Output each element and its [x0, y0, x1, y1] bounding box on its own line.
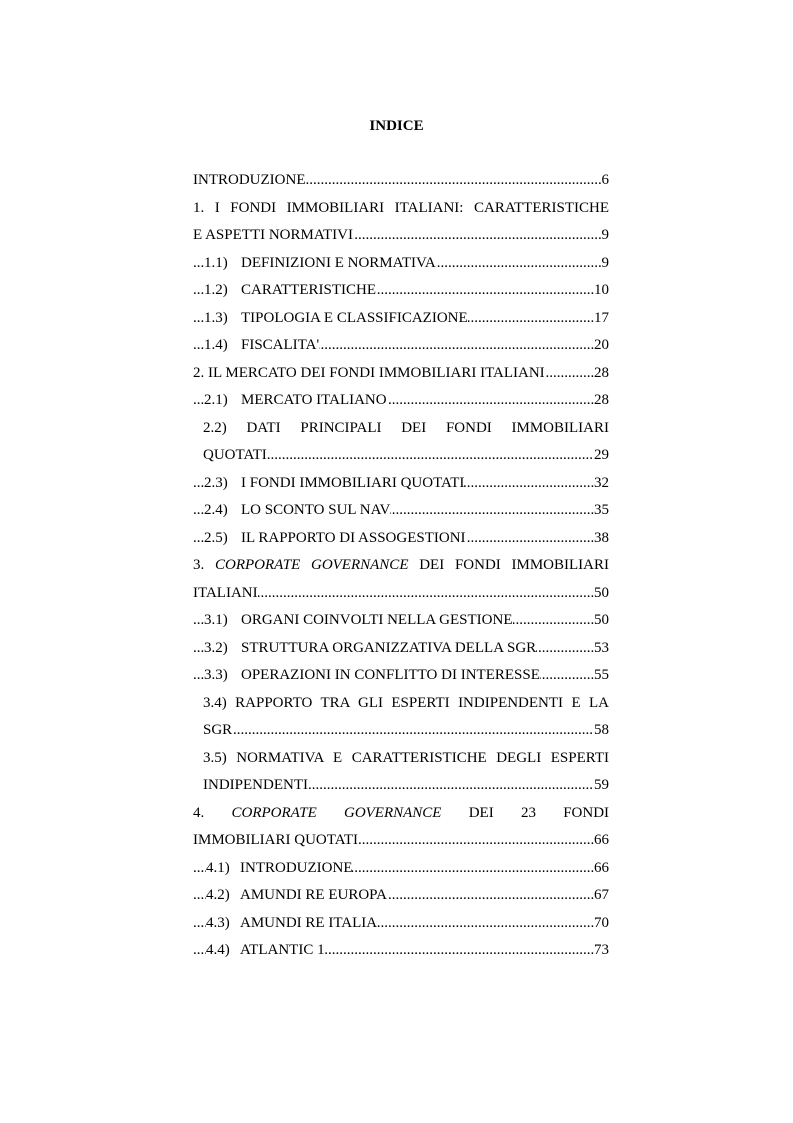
toc-entry-page: 6 [602, 167, 610, 195]
toc-entry-4-3[interactable] [193, 910, 609, 938]
toc-entry-text: QUOTATI [203, 447, 267, 463]
toc-entry-page: 55 [594, 662, 609, 690]
toc-entry-text: MERCATO ITALIANO [241, 392, 387, 408]
toc-entry-text: DEI FONDI IMMOBILIARI [419, 557, 609, 573]
toc-entry-text: 23 [520, 804, 536, 821]
toc-entry-text: FONDI [563, 804, 609, 821]
toc-entry-page: 59 [594, 772, 609, 800]
toc-entry-text: CARATTERISTICHE [241, 282, 376, 298]
toc-entry-text: 1. I FONDI IMMOBILIARI ITALIANI: CARATTERISTICHE [193, 199, 609, 216]
toc-entry-2-3[interactable] [193, 470, 609, 498]
toc-entry-italic-text: CORPORATE GOVERNANCE [214, 557, 409, 573]
toc-entry-1-3[interactable] [193, 305, 609, 333]
toc-entry-page: 35 [594, 497, 609, 525]
toc-entry-number: 3. [193, 557, 205, 573]
toc-entry-text: SGR [203, 722, 233, 738]
toc-entry-number: 3.2) [204, 639, 228, 656]
toc-entry-3-1[interactable] [193, 607, 609, 635]
toc-entry-2-2-cont[interactable] [203, 442, 609, 470]
toc-entry-2-5[interactable] [193, 525, 609, 553]
toc-chapter-3-title-cont[interactable] [193, 580, 609, 608]
toc-entry-page: 66 [594, 827, 609, 855]
toc-entry-page: 10 [594, 277, 609, 305]
toc-chapter-1-title[interactable] [193, 195, 609, 223]
toc-chapter-4-title[interactable] [193, 800, 609, 828]
toc-entry-number: 1.3) [204, 309, 228, 326]
toc-entry-page: 17 [594, 305, 609, 333]
toc-entry-number: 4.4) [206, 942, 230, 958]
toc-entry-3-3[interactable] [193, 662, 609, 690]
toc-chapter-4-title-cont[interactable] [193, 827, 609, 855]
toc-entry-1-1[interactable] [193, 250, 609, 278]
toc-entry-number: 4. [193, 804, 205, 821]
toc-entry-4-4[interactable] [193, 937, 609, 965]
toc-entry-text: AMUNDI RE ITALIA [240, 914, 378, 931]
toc-entry-text: DEI [468, 804, 494, 821]
toc-entry-page: 53 [594, 635, 609, 663]
toc-entry-text: FISCALITA' [241, 337, 320, 353]
toc-entry-page: 28 [594, 360, 609, 388]
toc-entry-text: INTRODUZIONE [240, 859, 353, 876]
toc-entry-text: ORGANI COINVOLTI NELLA GESTIONE [241, 612, 513, 628]
toc-entry-3-4-cont[interactable] [203, 717, 609, 745]
toc-entry-page: 50 [594, 580, 609, 608]
toc-entry-page: 32 [594, 470, 609, 498]
toc-entry-text: 2. IL MERCATO DEI FONDI IMMOBILIARI ITALIANI [193, 364, 545, 381]
toc-entry-text: OPERAZIONI IN CONFLITTO DI INTERESSE [241, 667, 540, 683]
toc-entry-text: AMUNDI RE EUROPA [240, 887, 387, 903]
toc-entry-number: 1.2) [204, 282, 228, 298]
toc-entry-text: IMMOBILIARI QUOTATI [193, 832, 359, 848]
toc-entry-number: 3.3) [204, 667, 228, 683]
toc-entry-number: 4.3) [206, 914, 230, 931]
toc-entry-page: 70 [594, 910, 609, 938]
toc-entry-number: 2.3) [204, 474, 228, 491]
toc-chapter-3-title[interactable] [193, 552, 609, 580]
toc-entry-4-1[interactable] [193, 855, 609, 883]
toc-entry-page: 9 [602, 222, 610, 250]
toc-entry-2-1[interactable] [193, 387, 609, 415]
toc-entry-1-2[interactable] [193, 277, 609, 305]
toc-entry-introduzione[interactable] [193, 167, 609, 195]
toc-entry-number: 1.1) [204, 254, 228, 271]
toc-entry-text: INTRODUZIONE [193, 172, 306, 188]
toc-entry-page: 28 [594, 387, 609, 415]
toc-entry-number: 3.1) [204, 612, 228, 628]
toc-entry-4-2[interactable] [193, 882, 609, 910]
toc-entry-number: 2.4) [204, 502, 228, 518]
toc-entry-text: LO SCONTO SUL NAV [241, 502, 391, 518]
toc-entry-text: INDIPENDENTI [203, 777, 308, 793]
toc-entry-number: 4.1) [206, 859, 230, 876]
toc-entry-2-4[interactable] [193, 497, 609, 525]
page-title: INDICE [369, 118, 424, 134]
toc-entry-3-4[interactable] [203, 690, 609, 718]
toc-entry-text: TIPOLOGIA E CLASSIFICAZIONE [241, 309, 468, 326]
toc-chapter-2-title[interactable] [193, 360, 609, 388]
toc-entry-text: IL RAPPORTO DI ASSOGESTIONI [241, 529, 466, 546]
toc-entry-1-4[interactable] [193, 332, 609, 360]
toc-entry-page: 50 [594, 607, 609, 635]
toc-entry-text: 3.5) NORMATIVA E CARATTERISTICHE DEGLI ESPERTI [203, 749, 609, 766]
toc-entry-number: 2.5) [204, 529, 228, 546]
toc-entry-text: E ASPETTI NORMATIVI [193, 227, 353, 243]
toc-entry-3-5[interactable] [203, 745, 609, 773]
toc-entry-page: 20 [594, 332, 609, 360]
toc-entry-text: ATLANTIC 1 [240, 942, 325, 958]
toc-entry-3-5-cont[interactable] [203, 772, 609, 800]
toc-entry-text: I FONDI IMMOBILIARI QUOTATI [241, 474, 465, 491]
toc-entry-3-2[interactable] [193, 635, 609, 663]
table-of-contents [193, 167, 609, 965]
toc-entry-page: 66 [594, 855, 609, 883]
toc-entry-text: 2.2) DATI PRINCIPALI DEI FONDI IMMOBILIARI [203, 419, 609, 436]
toc-entry-page: 9 [602, 250, 610, 278]
toc-entry-page: 73 [594, 937, 609, 965]
toc-entry-page: 58 [594, 717, 609, 745]
toc-entry-text: DEFINIZIONI E NORMATIVA [241, 254, 436, 271]
toc-entry-page: 29 [594, 442, 609, 470]
toc-entry-number: 2.1) [204, 392, 228, 408]
toc-entry-2-2[interactable] [203, 415, 609, 443]
toc-entry-page: 67 [594, 882, 609, 910]
toc-entry-text: ITALIANI [193, 584, 258, 601]
toc-entry-number: 1.4) [204, 337, 228, 353]
toc-entry-italic-text: CORPORATE GOVERNANCE [231, 804, 442, 821]
toc-entry-page: 38 [594, 525, 609, 553]
toc-entry-text: 3.4) RAPPORTO TRA GLI ESPERTI INDIPENDENTI E LA [203, 694, 609, 711]
toc-entry-number: 4.2) [206, 887, 230, 903]
toc-entry-text: STRUTTURA ORGANIZZATIVA DELLA SGR [241, 639, 537, 656]
toc-chapter-1-title-cont[interactable] [193, 222, 609, 250]
